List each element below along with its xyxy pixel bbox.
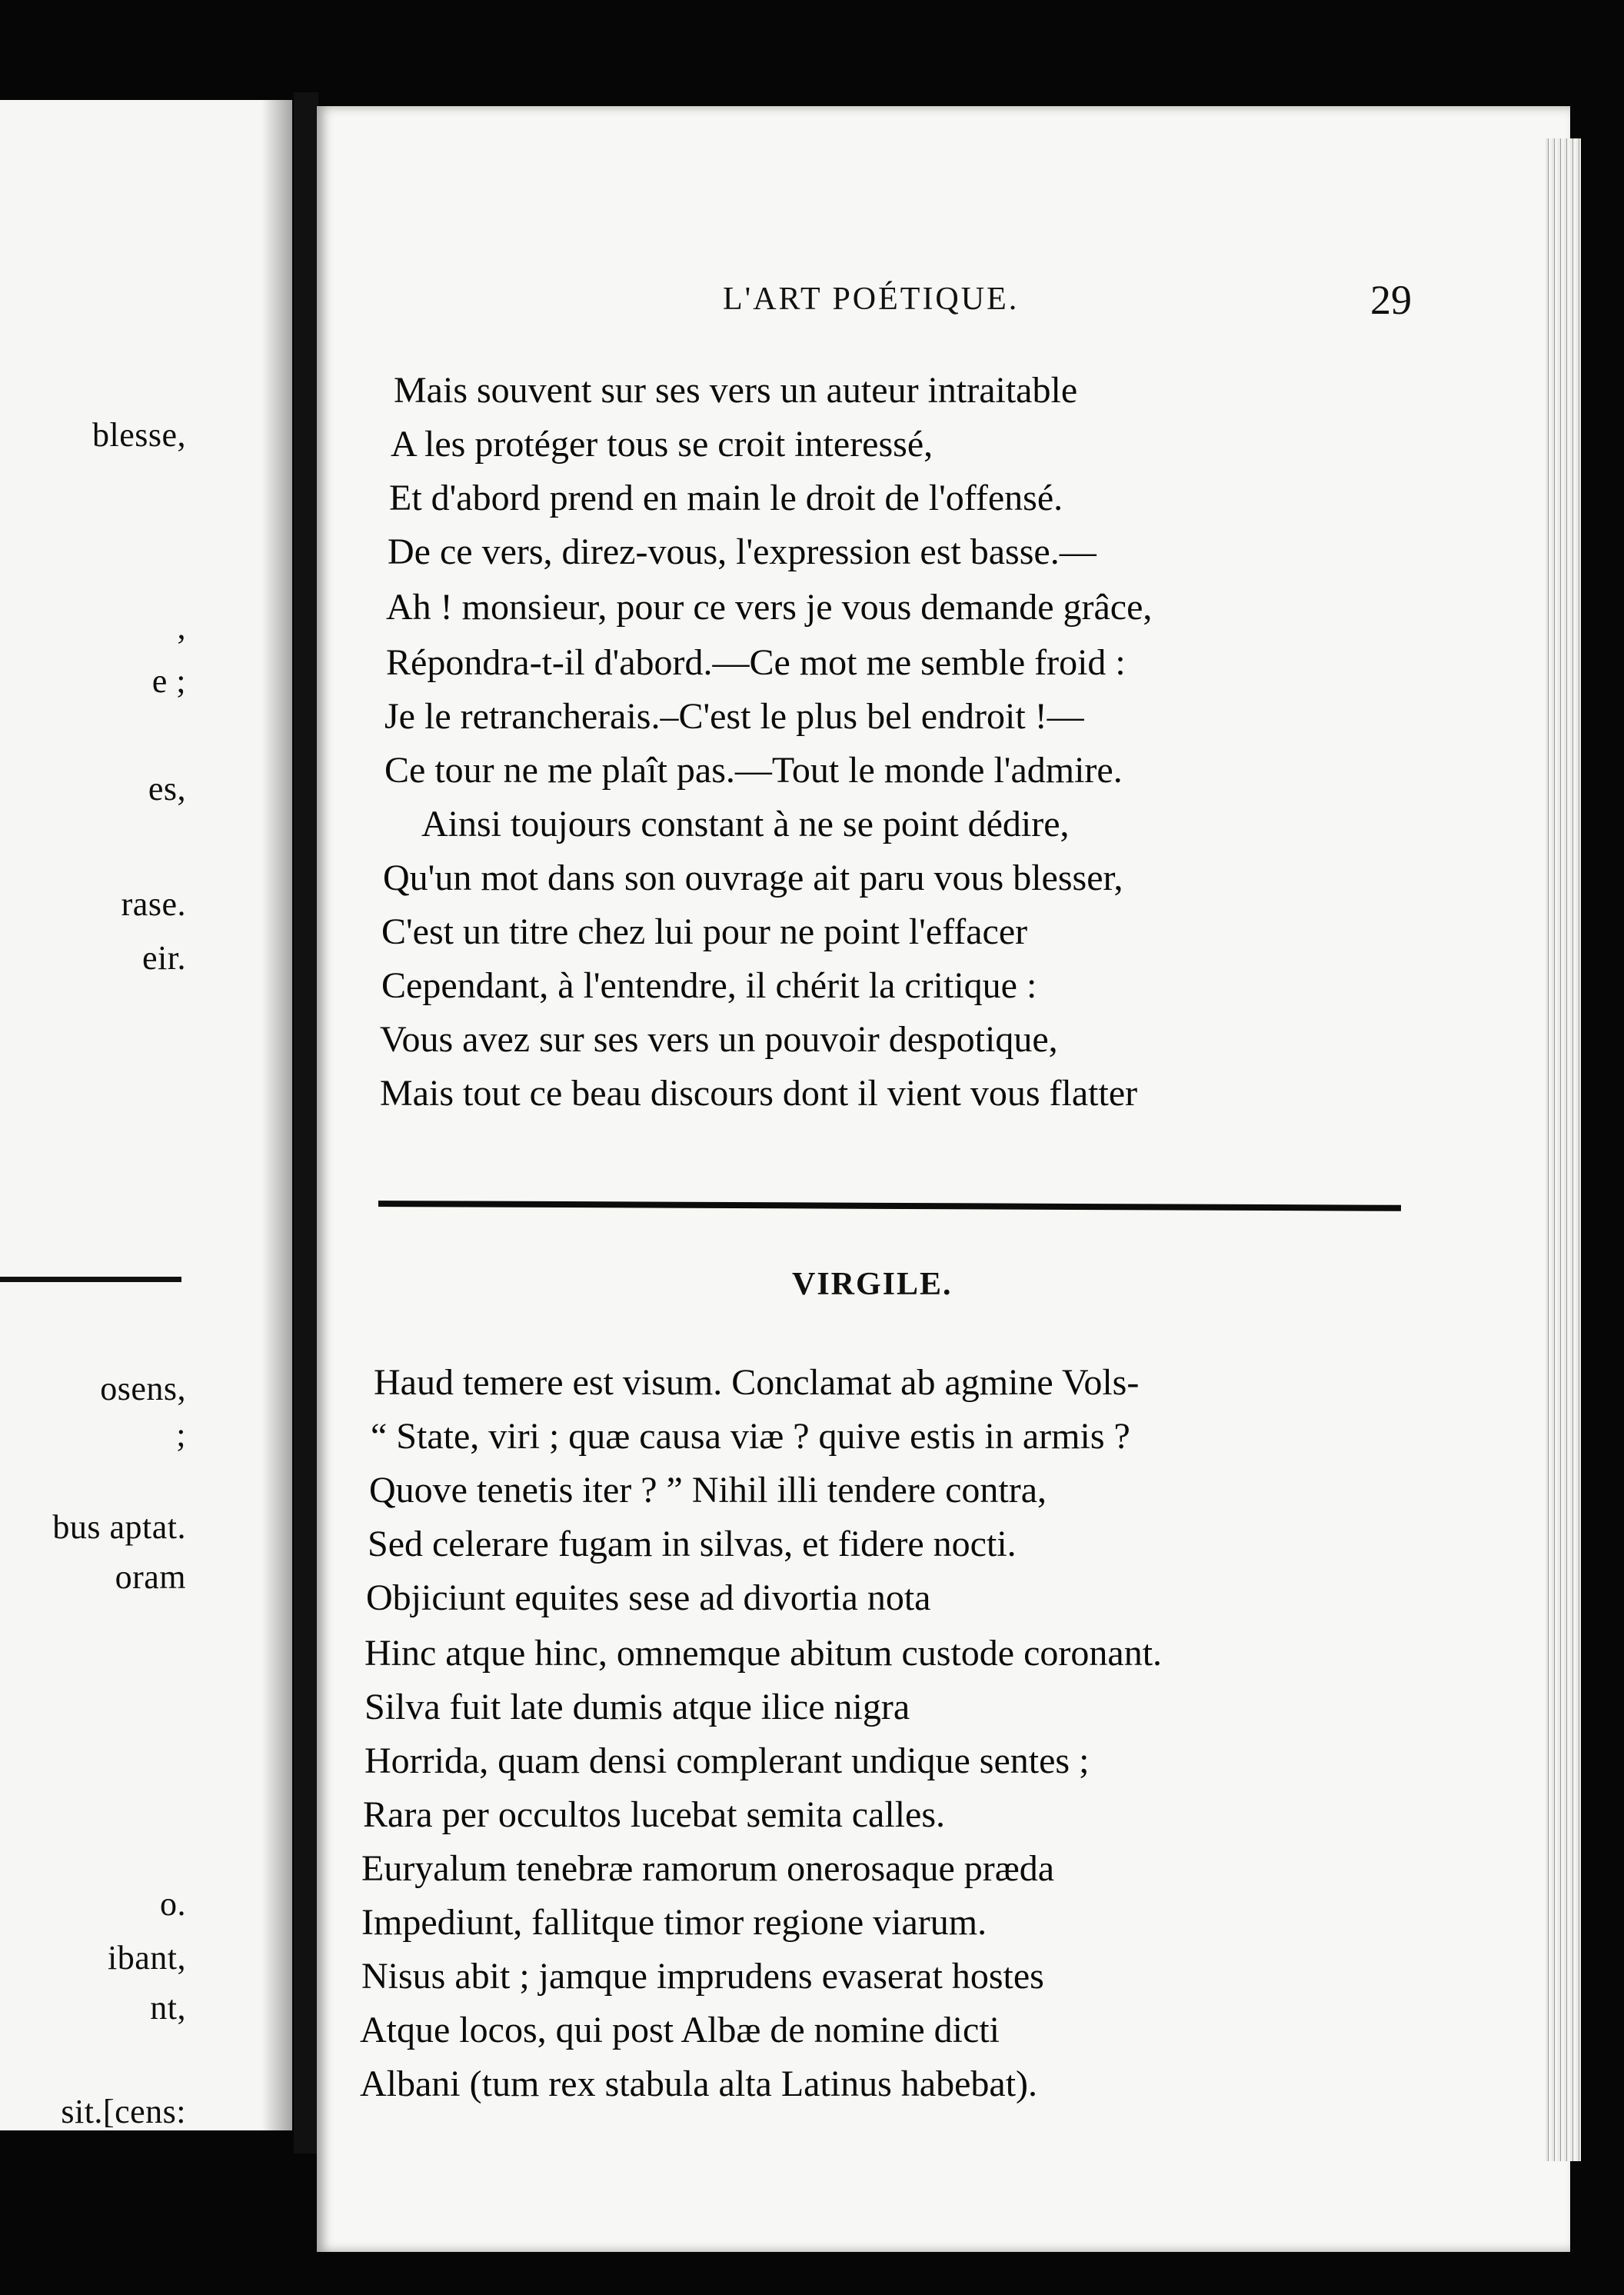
- verse-line: Hinc atque hinc, omnemque abitum custode coronant.: [364, 1633, 1163, 1674]
- verse-line: Impediunt, fallitque timor regione viarum.: [361, 1902, 987, 1943]
- left-line: bus aptat.: [52, 1508, 186, 1546]
- left-line: ;: [176, 1416, 186, 1454]
- left-section-rule: [0, 1277, 181, 1282]
- verse-line: Horrida, quam densi complerant undique sentes ;: [364, 1740, 1090, 1781]
- left-line: ,: [177, 608, 186, 646]
- left-line: nt,: [150, 1989, 186, 2027]
- left-line: o.: [160, 1885, 186, 1923]
- verse-line: Sed celerare fugam in silvas, et fidere nocti.: [368, 1524, 1017, 1564]
- verse-line: Vous avez sur ses vers un pouvoir despotique,: [380, 1019, 1058, 1060]
- left-line: es,: [148, 770, 186, 808]
- left-line: ibant,: [108, 1939, 186, 1977]
- section-title: VIRGILE.: [792, 1267, 953, 1302]
- verse-line: A les protéger tous se croit interessé,: [391, 424, 933, 465]
- verse-line: Mais tout ce beau discours dont il vient vous flatter: [380, 1073, 1138, 1114]
- verse-line: Euryalum tenebræ ramorum onerosaque præda: [361, 1848, 1055, 1889]
- verse-line: Ce tour ne me plaît pas.—Tout le monde l'admire.: [384, 750, 1123, 791]
- verse-line: Ainsi toujours constant à ne se point dédire,: [421, 804, 1070, 844]
- page-stack-edge: [1546, 138, 1581, 2161]
- running-title: L'ART POÉTIQUE.: [723, 281, 1020, 317]
- verse-line: Albani (tum rex stabula alta Latinus habebat).: [360, 2064, 1038, 2104]
- left-line: eir.: [142, 939, 186, 977]
- page-number: 29: [1370, 277, 1412, 323]
- verse-line: Ah ! monsieur, pour ce vers je vous demande grâce,: [386, 587, 1153, 628]
- left-facing-page: [0, 100, 292, 2130]
- running-header: [0, 277, 1412, 327]
- verse-line: Silva fuit late dumis atque ilice nigra: [364, 1687, 910, 1727]
- left-line: sit.[cens:: [61, 2093, 186, 2130]
- verse-line: Rara per occultos lucebat semita calles.: [363, 1794, 946, 1835]
- verse-line: Mais souvent sur ses vers un auteur intraitable: [394, 370, 1078, 411]
- verse-line: De ce vers, direz-vous, l'expression est basse.—: [388, 531, 1097, 572]
- left-line: rase.: [121, 885, 186, 923]
- verse-line: Et d'abord prend en main le droit de l'offensé.: [389, 478, 1063, 518]
- verse-line: Je le retrancherais.–C'est le plus bel endroit !—: [384, 696, 1084, 737]
- verse-line: Atque locos, qui post Albæ de nomine dicti: [360, 2010, 1000, 2050]
- verse-line: Qu'un mot dans son ouvrage ait paru vous blesser,: [383, 858, 1123, 898]
- left-line: e ;: [151, 662, 186, 700]
- left-line: osens,: [100, 1370, 186, 1407]
- verse-line: C'est un titre chez lui pour ne point l'effacer: [381, 911, 1028, 952]
- book-gutter: [294, 92, 318, 2153]
- verse-line: Haud temere est visum. Conclamat ab agmine Vols-: [374, 1362, 1140, 1403]
- verse-line: “ State, viri ; quæ causa viæ ? quive estis in armis ?: [371, 1416, 1130, 1457]
- left-line: blesse,: [92, 416, 186, 454]
- verse-line: Objiciunt equites sese ad divortia nota: [366, 1577, 931, 1618]
- verse-line: Cependant, à l'entendre, il chérit la critique :: [381, 965, 1037, 1006]
- verse-line: Quove tenetis iter ? ” Nihil illi tendere contra,: [369, 1470, 1047, 1511]
- left-line: oram: [115, 1558, 186, 1596]
- verse-line: Nisus abit ; jamque imprudens evaserat hostes: [361, 1956, 1044, 1997]
- verse-line: Répondra-t-il d'abord.—Ce mot me semble froid :: [386, 642, 1126, 683]
